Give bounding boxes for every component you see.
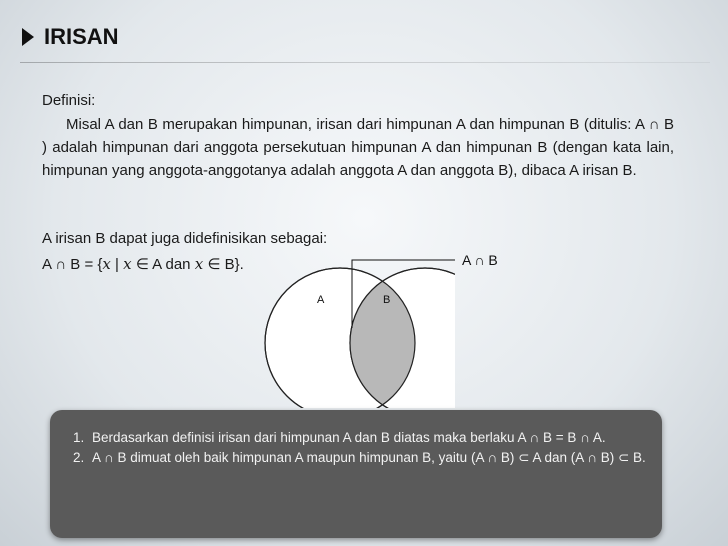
set-builder-formula <box>42 255 244 273</box>
formula-bar: | <box>110 256 124 273</box>
formula-in-a: ∈ A dan <box>131 256 195 273</box>
alt-definition-heading: A irisan B dapat juga didefinisikan sebagai: <box>42 230 328 247</box>
notes-box <box>50 410 662 538</box>
slide-title <box>22 24 119 50</box>
slide-title-text: IRISAN <box>44 24 119 49</box>
formula-var: x <box>194 255 204 273</box>
intersection-callout: A ∩ B <box>462 252 498 268</box>
label-b: B <box>383 294 391 306</box>
note-item: 1. Berdasarkan definisi irisan dari himpunan A dan B diatas maka berlaku A ∩ B = B ∩ A. <box>88 428 648 448</box>
title-divider <box>20 62 710 63</box>
note-item: 2. A ∩ B dimuat oleh baik himpunan A maupun himpunan B, yaitu (A ∩ B) ⊂ A dan (A ∩ B) ⊂ B. <box>88 448 648 468</box>
definition-paragraph <box>42 113 674 182</box>
formula-lhs: A ∩ B = { <box>42 256 103 273</box>
notes-list <box>50 410 662 468</box>
venn-diagram <box>255 248 455 408</box>
definition-heading: Definisi: <box>42 92 96 109</box>
label-a: A <box>317 294 325 306</box>
formula-in-b: ∈ B}. <box>203 256 244 273</box>
definition-text: Misal A dan B merupakan himpunan, irisan dari himpunan A dan himpunan B (ditulis: A ∩ B ) adalah himpunan dari anggota persekutuan himpunan A dan himpunan B (dengan kata lain, himpunan yang anggota-anggotanya adalah anggota A dan anggota B), dibaca A irisan B. <box>42 116 674 179</box>
arrow-bullet-icon <box>22 28 34 46</box>
formula-var: x <box>123 255 132 273</box>
formula-var: x <box>102 255 111 273</box>
